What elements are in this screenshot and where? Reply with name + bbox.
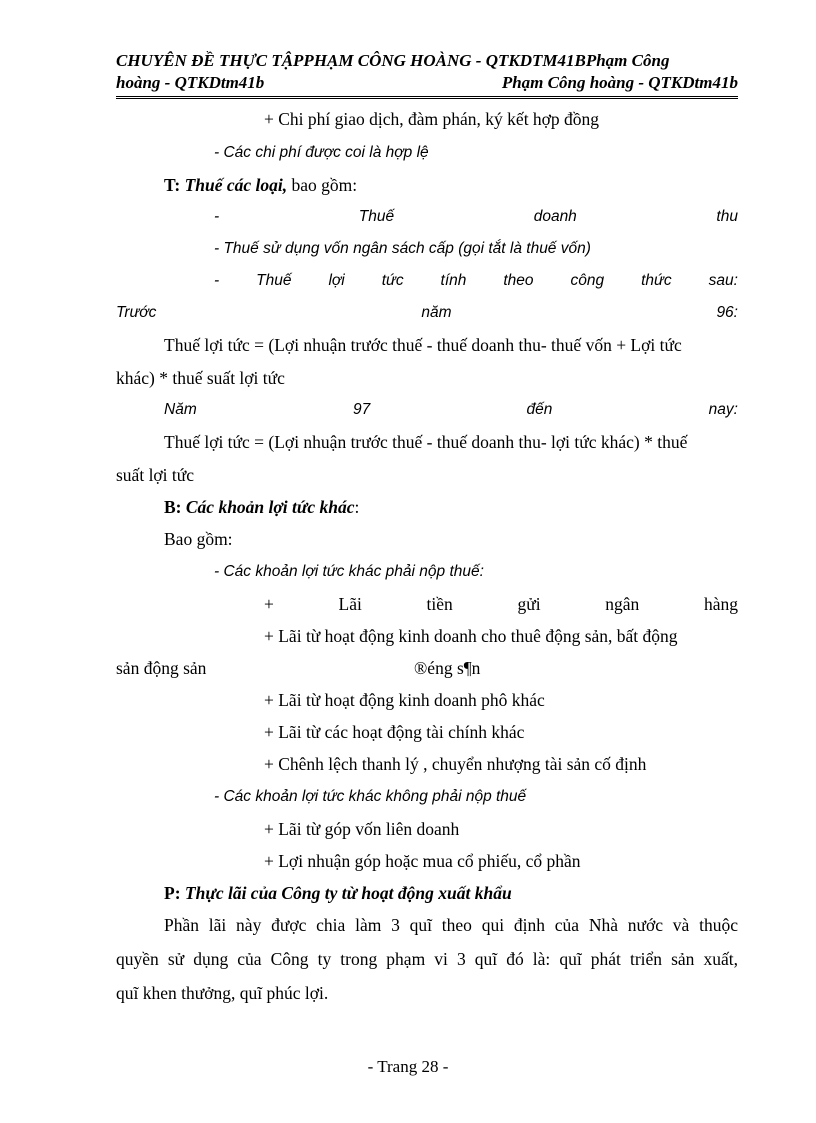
text-line: ®éng s¶n <box>414 658 481 678</box>
text-line: + Lãi từ góp vốn liên doanh <box>264 819 460 839</box>
page-header <box>116 50 738 99</box>
page-number: - Trang 28 - <box>367 1057 449 1076</box>
text-line: Bao gồm: <box>164 529 233 549</box>
header-right: Phạm Công hoàng - QTKDtm41b <box>501 73 738 92</box>
text-line: + Lãi từ hoạt động kinh doanh phô khác <box>264 690 545 710</box>
text-line: - Các khoản lợi tức khác không phải nộp thuế <box>214 788 527 805</box>
text-line: + Lãi từ các hoạt động tài chính khác <box>264 722 525 742</box>
text-line: Thuế lợi tức = (Lợi nhuận trước thuế - thuế doanh thu- lợi tức khác) * thuế <box>164 432 688 452</box>
text-line: - Thuế doanh thu <box>214 208 738 225</box>
text-line: - Các chi phí được coi là hợp lệ <box>214 144 429 161</box>
text-line: + Lãi tiền gửi ngân hàng <box>264 594 738 614</box>
text-line: quĩ khen thưởng, quĩ phúc lợi. <box>116 983 329 1003</box>
text-line: Thuế lợi tức = (Lợi nhuận trước thuế - thuế doanh thu- thuế vốn + Lợi tức <box>164 335 682 355</box>
text-line: + Chênh lệch thanh lý , chuyển nhượng tài sản cố định <box>264 754 647 774</box>
text-line: khác) * thuế suất lợi tức <box>116 368 285 388</box>
text-line: Năm 97 đến nay: <box>164 401 738 418</box>
text-line: sản động sản <box>116 658 207 678</box>
text-line: - Thuế lợi tức tính theo công thức sau: <box>214 272 738 289</box>
header-line-2 <box>116 72 738 94</box>
text-line: + Lợi nhuận góp hoặc mua cổ phiếu, cổ phần <box>264 851 581 871</box>
section-p-heading: P: Thực lãi của Công ty từ hoạt động xuất khẩu <box>164 883 512 903</box>
text-line: suất lợi tức <box>116 465 195 485</box>
text-line: Phần lãi này được chia làm 3 quĩ theo qui định của Nhà nước và thuộc <box>164 915 738 935</box>
section-t-heading: T: Thuế các loại, bao gồm: <box>164 175 358 195</box>
header-line-1: CHUYÊN ĐỀ THỰC TẬPPHẠM CÔNG HOÀNG - QTKDTM41BPhạm Công <box>116 51 670 70</box>
section-b-heading: B: Các khoản lợi tức khác: <box>164 497 360 517</box>
text-line: + Chi phí giao dịch, đàm phán, ký kết hợp đồng <box>264 109 600 129</box>
text-line: + Lãi từ hoạt động kinh doanh cho thuê động sản, bất động <box>264 626 678 646</box>
text-line: - Các khoản lợi tức khác phải nộp thuế: <box>214 563 484 580</box>
text-line: quyền sử dụng của Công ty trong phạm vi 3 quĩ đó là: quĩ phát triển sản xuất, <box>116 949 738 969</box>
text-line: Trước năm 96: <box>116 304 738 321</box>
header-left: hoàng - QTKDtm41b <box>116 73 265 92</box>
text-line: - Thuế sử dụng vốn ngân sách cấp (gọi tắt là thuế vốn) <box>214 240 591 257</box>
